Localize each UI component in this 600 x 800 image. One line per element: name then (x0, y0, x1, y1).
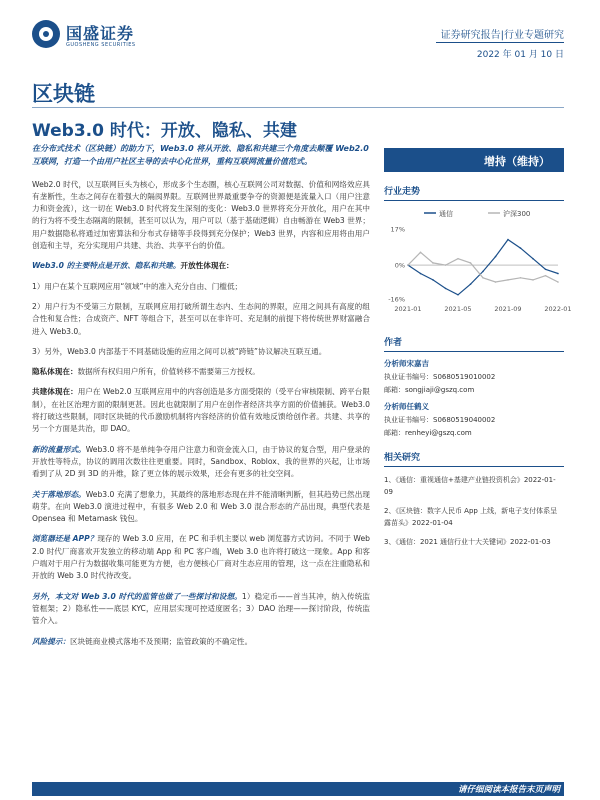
series-0-point-9 (520, 247, 522, 249)
series-1-point-3 (445, 264, 447, 266)
risk-lead: 风险提示： (32, 636, 70, 646)
related-report-3[interactable]: 3、《通信：2021 通信行业十大关键词》2022-01-03 (384, 538, 551, 546)
openness-lead: Web3.0 的主要特点是开放、隐私和共建。 (32, 261, 181, 271)
title-divider (32, 107, 564, 108)
company-logo (32, 20, 162, 54)
risk-paragraph (32, 636, 370, 648)
analyst-2-email[interactable]: 邮箱：renheyi@gszq.com (384, 429, 472, 437)
series-1-point-6 (482, 277, 484, 279)
series-1-point-4 (457, 258, 459, 260)
series-1-point-7 (495, 281, 497, 283)
series-0-point-6 (482, 271, 484, 273)
x-tick-label-3: 2022-01 (544, 305, 572, 313)
y-tick-label-0: 17% (390, 225, 405, 234)
cocreation-paragraph (32, 386, 370, 435)
cocreation-lead: 共建体现在： (32, 387, 78, 397)
series-0-point-12 (557, 273, 559, 275)
traffic-paragraph (32, 444, 370, 481)
analyst-2-license: 执业证书编号：S0680519040002 (384, 416, 496, 424)
openness-point-1: 1）用户在某个互联网应用“领域”中的准入充分自由、门槛低； (32, 281, 243, 291)
series-0-point-10 (532, 258, 534, 260)
analyst-1-name: 分析师宋嘉吉 (384, 359, 429, 368)
legend-label-1: 沪深300 (503, 210, 531, 218)
series-1-point-1 (420, 252, 422, 254)
series-0-point-3 (445, 288, 447, 290)
series-line-0 (408, 240, 558, 295)
analyst-1-email[interactable]: 邮箱：songjiaji@gszq.com (384, 386, 475, 394)
report-date: 2022 年 01 月 10 日 (476, 50, 564, 60)
analyst-2-name: 分析师任鹤义 (384, 402, 429, 411)
trend-chart-svg (384, 205, 572, 323)
regulation-lead: 另外，本文对 Web 3.0 时代的监管也做了一些探讨和设想。 (32, 591, 242, 601)
series-1-point-10 (532, 279, 534, 281)
landing-text: Web3.0 充满了想象力，其最终的落地形态现在并不能清晰判断，但其趋势已然出现萌芽。在向 Web3.0 演进过程中，有很多 Web 2.0 和 Web 3.0 混合形态的产品出现，典型代表是 Opensea 和 Metamask 钱包。 (32, 489, 370, 524)
series-1-point-2 (432, 262, 434, 264)
browser-lead: 浏览器还是 APP？ (32, 534, 98, 544)
related-heading: 相关研究 (384, 450, 564, 467)
series-1-point-9 (520, 277, 522, 279)
logo-name: 国盛证券 (66, 24, 135, 43)
landing-paragraph (32, 489, 370, 526)
related-report-1[interactable]: 1、《通信：重视通信+基建产业链投资机会》2022-01-09 (384, 476, 556, 496)
page-footer (0, 780, 600, 800)
series-1-point-5 (470, 262, 472, 264)
series-0-point-7 (495, 256, 497, 258)
summary: 在分布式技术（区块链）的助力下，Web3.0 将从开放、隐私和共建三个角度去颠覆 Web2.0 互联网，打造一个由用户社区主导的去中心化世界，重构互联网流量价值范式。 (32, 144, 369, 166)
browser-text: 现存的 Web 3.0 应用，在 PC 和手机主要以 web 浏览器方式访问。不同于 Web 2.0 时代厂商喜欢开发独立的移动端 App 和 PC 客户端，Web 3.0 也许将打破这一现象。App 和客户端对于用户行为数据收集可能更为方便，也方便核心厂商对生态应用的管理，这一点在注重隐私和开放的 Web 3.0 时代待改变。 (32, 534, 370, 581)
rating-text: 增持（维持） (484, 155, 550, 168)
header-divider (436, 42, 564, 43)
main-column (32, 143, 370, 656)
related-report-2[interactable]: 2、《区块链：数字人民币 App 上线，新电子支付体系呈露苗头》2022-01-04 (384, 507, 558, 527)
y-tick-label-1: 0% (394, 261, 405, 270)
industry-title: 区块链 (32, 82, 95, 106)
logo-english-name: GUOSHENG SECURITIES (66, 42, 136, 48)
privacy-paragraph (32, 366, 370, 378)
x-tick-label-1: 2021-05 (444, 305, 472, 313)
footer-disclaimer: 请仔细阅读本报告末页声明 (457, 785, 560, 795)
page-header (0, 0, 600, 62)
openness-point-2: 2）用户行为不受第三方限制，互联网应用打破所谓生态内、生态间的界限，应用之间具有高度的组合性和复合性；合成资产、NFT 等组合下，甚至可以在非许可、充足制的前提下将传统世界财富融合进入 Web3.0。 (32, 301, 370, 336)
cocreation-text: 用户在 Web2.0 互联网应用中的内容创造是多方面受限的（受平台审核限制、跨平台限制），在社区治理方面的限制更甚。因此也就限制了用户在创作者经济共享方面的价值捕获。Web3.0 将打破这些限制，同时区块链的代币激励机制将内容经济的价值有效地反馈给创作者。共建、共享的另一个方面是共治，即 DAO。 (32, 387, 370, 434)
trend-heading: 行业走势 (384, 184, 564, 201)
series-0-point-8 (507, 239, 509, 241)
series-1-point-8 (507, 279, 509, 281)
browser-paragraph (32, 533, 370, 582)
series-0-point-4 (457, 294, 459, 296)
authors-heading: 作者 (384, 335, 564, 352)
landing-lead: 关于落地形态。 (32, 489, 86, 499)
series-0-point-5 (470, 283, 472, 285)
series-0-point-2 (432, 279, 434, 281)
sidebar (384, 143, 572, 549)
openness-heading (32, 260, 370, 272)
risk-text: 区块链商业模式落地不及预期；监管政策的不确定性。 (69, 636, 253, 646)
legend-label-0: 通信 (439, 210, 453, 218)
x-tick-label-0: 2021-01 (394, 305, 422, 313)
report-title: Web3.0 时代：开放、隐私、共建 (32, 121, 297, 141)
rating-badge (384, 148, 564, 172)
report-category: 证券研究报告|行业专题研究 (440, 30, 564, 41)
y-tick-label-2: -16% (388, 295, 405, 304)
privacy-text: 数据所有权归用户所有，价值转移不需要第三方授权。 (77, 367, 260, 377)
regulation-paragraph (32, 591, 370, 628)
privacy-lead: 隐私体现在： (32, 367, 78, 377)
trend-chart (384, 205, 572, 323)
analyst-1-license: 执业证书编号：S0680519010002 (384, 373, 496, 381)
openness-point-3: 3）另外，Web3.0 内部基于不同基础设施的应用之间可以被“跨链”协议解决互联互通。 (32, 346, 327, 356)
logo-mark (32, 20, 60, 48)
openness-lead-2: 开放性体现在： (180, 261, 234, 271)
series-1-point-12 (557, 281, 559, 283)
series-1-point-0 (407, 264, 409, 266)
regulation-text: 1）稳定币——首当其冲，纳入传统监管框架；2）隐私性——底层 KYC，应用层实现可控适度匿名；3）DAO 治理——探讨阶段，传统监管介入。 (32, 591, 370, 626)
series-0-point-11 (545, 269, 547, 271)
series-0-point-1 (420, 273, 422, 275)
x-tick-label-2: 2021-09 (494, 305, 522, 313)
traffic-lead: 新的流量形式。 (32, 444, 86, 454)
intro-paragraph: Web2.0 时代，以互联网巨头为核心，形成多个生态圈，核心互联网公司对数据、价值和网络效应具有垄断性，生态之间存在着强大的隔阂界限。互联网世界最重要争夺的资源便是流量入口（用户注意力和资金流），这一切在 Web3.0 时代将发生深刻的变化：Web3.0 世界将充分开放化，用户在其中的行为将不受生态隔离的限制，甚至可以认为，用户可以（基于基础逻辑）自由畅游在 Web3 世界；用户数据隐私将通过加密算法和分布式存储等手段得到充分保护；Web3 世界，内容和应用将由用户创造和主导，充分实现用户共建、共治、共享平台的价值。 (32, 179, 370, 251)
traffic-text: Web3.0 将不是单纯争夺用户注意力和资金流入口，由于协议的复合型，用户登录的开放性等特点，协议的调用次数往往更重要。同时，Sandbox、Roblox、我的世界的兴起，让市场看到了从 2D 到 3D 的升维，除了更立体的展示效果，还会有更多的社交空间。 (32, 444, 370, 479)
series-1-point-11 (545, 275, 547, 277)
